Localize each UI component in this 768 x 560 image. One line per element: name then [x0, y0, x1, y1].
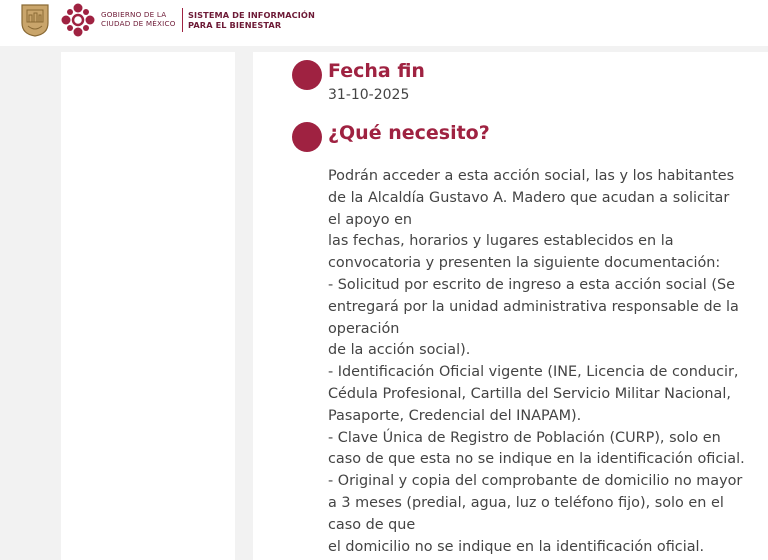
cdmx-shield-logo[interactable]: [20, 3, 50, 37]
gob-line-1: GOBIERNO DE LA: [101, 10, 167, 19]
requirements-line: Cédula Profesional, Cartilla del Servicio Militar Nacional,: [328, 385, 731, 402]
requirements-line: el apoyo en: [328, 211, 413, 228]
requirements-line: - Solicitud por escrito de ingreso a esta acción social (Se: [328, 276, 735, 293]
system-line-1: SISTEMA DE INFORMACIÓN: [188, 10, 315, 20]
requirements-line: el domicilio no se indique en la identificación oficial.: [328, 538, 705, 555]
cdmx-logo-mark[interactable]: [60, 2, 96, 38]
requirements-line: - Clave Única de Registro de Población (CURP), solo en: [328, 429, 721, 446]
header-divider: [182, 8, 183, 32]
section-bullet-icon: [292, 122, 322, 152]
section-bullet-icon: [292, 60, 322, 90]
gob-line-2: CIUDAD DE MÉXICO: [101, 19, 176, 28]
requirements-line: operación: [328, 320, 400, 337]
requirements-line: entregará por la unidad administrativa responsable de la: [328, 298, 739, 315]
requirements-line: convocatoria y presenten la siguiente documentación:: [328, 255, 721, 272]
requirements-line: de la acción social).: [328, 342, 471, 359]
requirements-text: [328, 166, 760, 558]
system-name-label: [188, 10, 315, 30]
system-line-2: PARA EL BIENESTAR: [188, 20, 282, 30]
fecha-fin-title: Fecha fin: [328, 60, 425, 82]
requirements-line: - Original y copia del comprobante de domicilio no mayor: [328, 473, 743, 490]
left-side-panel: [61, 52, 235, 560]
requirements-line: las fechas, horarios y lugares establecidos en la: [328, 233, 674, 250]
top-header: [0, 0, 768, 46]
que-necesito-title: ¿Qué necesito?: [328, 122, 490, 144]
requirements-line: - Identificación Oficial vigente (INE, Licencia de conducir,: [328, 364, 739, 381]
gobierno-cdmx-label: [101, 10, 176, 28]
requirements-line: a 3 meses (predial, agua, luz o teléfono fijo), solo en el: [328, 494, 724, 511]
requirements-line: caso de que esta no se indique en la identificación oficial.: [328, 451, 745, 468]
requirements-line: caso de que: [328, 516, 416, 533]
requirements-line: Podrán acceder a esta acción social, las y los habitantes: [328, 168, 735, 184]
requirements-line: de la Alcaldía Gustavo A. Madero que acudan a solicitar: [328, 189, 730, 206]
fecha-fin-value: 31-10-2025: [328, 87, 410, 103]
requirements-line: Pasaporte, Credencial del INAPAM).: [328, 407, 582, 424]
